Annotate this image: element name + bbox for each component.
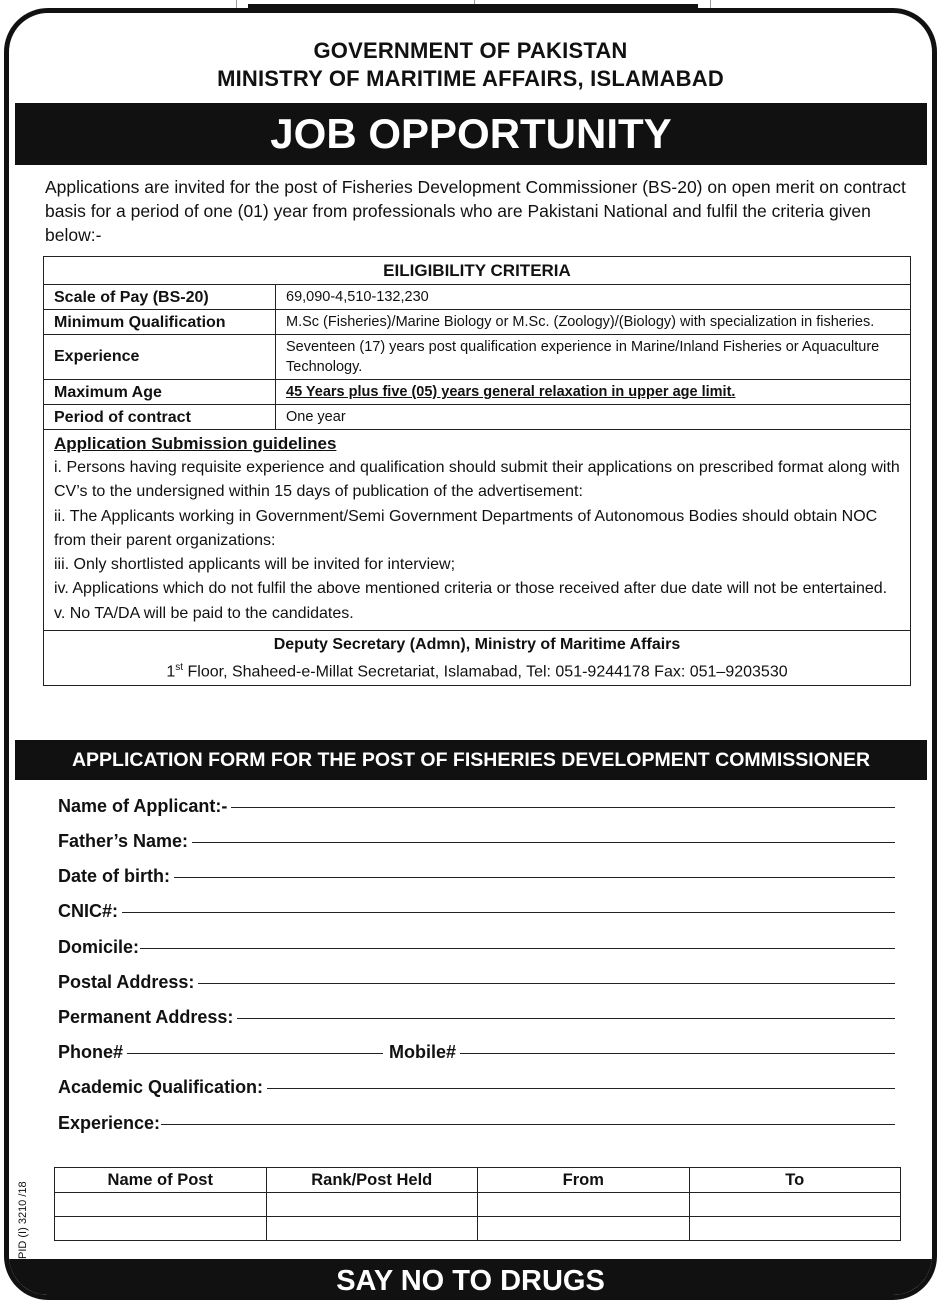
cnic-label: CNIC#: bbox=[58, 901, 119, 921]
contact-address bbox=[44, 656, 910, 683]
say-no-to-drugs-footer: SAY NO TO DRUGS bbox=[9, 1259, 932, 1300]
criteria-label: Experience bbox=[44, 335, 276, 379]
name-label: Name of Applicant:- bbox=[58, 796, 228, 816]
guideline-item: iii. Only shortlisted applicants will be invited for interview; bbox=[54, 556, 456, 574]
application-form-title: APPLICATION FORM FOR THE POST OF FISHERIES DEVELOPMENT COMMISSIONER bbox=[15, 740, 927, 780]
guidelines-title: Application Submission guidelines bbox=[54, 434, 337, 453]
experience-table bbox=[54, 1167, 901, 1241]
mobile-line[interactable] bbox=[460, 1053, 895, 1054]
job-opportunity-banner: JOB OPPORTUNITY bbox=[15, 103, 927, 165]
guideline-item: iv. Applications which do not fulfil the above mentioned criteria or those received after due date will not be entertained. bbox=[54, 580, 888, 598]
cnic-field[interactable] bbox=[58, 896, 895, 922]
criteria-value: M.Sc (Fisheries)/Marine Biology or M.Sc. (Zoology)/(Biology) with specialization in fisheries. bbox=[286, 314, 875, 330]
criteria-row-qualification bbox=[44, 310, 910, 335]
advertisement-frame bbox=[4, 8, 937, 1300]
table-cell[interactable] bbox=[266, 1217, 478, 1241]
header-ministry: MINISTRY OF MARITIME AFFAIRS, ISLAMABAD bbox=[217, 66, 724, 91]
name-field[interactable] bbox=[58, 791, 895, 817]
permanent-address-line[interactable] bbox=[237, 1018, 895, 1019]
contact-block bbox=[44, 631, 910, 685]
top-tick-right bbox=[710, 0, 711, 8]
criteria-row-period bbox=[44, 405, 910, 430]
floor-number: 1 bbox=[166, 663, 176, 681]
submission-guidelines bbox=[44, 430, 910, 631]
header-name-of-post: Name of Post bbox=[55, 1168, 267, 1193]
guideline-item: ii. The Applicants working in Government/Semi Government Departments of Autonomous Bodies should obtain NOC from their parent organizations: bbox=[54, 507, 878, 549]
dob-label: Date of birth: bbox=[58, 866, 170, 886]
domicile-field[interactable] bbox=[58, 932, 895, 958]
father-name-label: Father’s Name: bbox=[58, 831, 189, 851]
criteria-value: Seventeen (17) years post qualification experience in Marine/Inland Fisheries or Aquaculture Technology. bbox=[286, 339, 880, 375]
table-cell[interactable] bbox=[266, 1193, 478, 1217]
address-text: Floor, Shaheed-e-Millat Secretariat, Islamabad, Tel: 051-9244178 Fax: 051–9203530 bbox=[183, 663, 788, 681]
phone-mobile-field[interactable] bbox=[58, 1037, 895, 1063]
header-rank-post-held: Rank/Post Held bbox=[266, 1168, 478, 1193]
criteria-value: 69,090-4,510-132,230 bbox=[286, 289, 429, 305]
table-cell[interactable] bbox=[478, 1193, 690, 1217]
table-cell[interactable] bbox=[689, 1193, 901, 1217]
criteria-row-max-age bbox=[44, 380, 910, 405]
criteria-label: Maximum Age bbox=[44, 380, 276, 404]
criteria-label: Period of contract bbox=[44, 405, 276, 429]
criteria-value: 45 Years plus five (05) years general relaxation in upper age limit. bbox=[286, 384, 736, 400]
permanent-address-label: Permanent Address: bbox=[58, 1007, 234, 1027]
header-to: To bbox=[689, 1168, 901, 1193]
academic-qualification-line[interactable] bbox=[267, 1088, 895, 1089]
table-cell[interactable] bbox=[55, 1193, 267, 1217]
permanent-address-field[interactable] bbox=[58, 1002, 895, 1028]
criteria-row-experience bbox=[44, 335, 910, 380]
criteria-row-scale bbox=[44, 285, 910, 310]
pid-text: PID (I) 3210 /18 bbox=[17, 1181, 29, 1259]
guideline-item: v. No TA/DA will be paid to the candidates. bbox=[54, 604, 354, 622]
phone-label: Phone# bbox=[58, 1042, 124, 1062]
domicile-line[interactable] bbox=[140, 948, 895, 949]
experience-table-row bbox=[55, 1193, 901, 1217]
experience-field[interactable] bbox=[58, 1108, 895, 1134]
criteria-title: EILIGIBILITY CRITERIA bbox=[44, 257, 910, 285]
postal-address-field[interactable] bbox=[58, 967, 895, 993]
header bbox=[9, 37, 932, 93]
phone-line[interactable] bbox=[127, 1053, 383, 1054]
table-cell[interactable] bbox=[689, 1217, 901, 1241]
header-from: From bbox=[478, 1168, 690, 1193]
table-cell[interactable] bbox=[478, 1217, 690, 1241]
header-government: GOVERNMENT OF PAKISTAN bbox=[313, 38, 628, 63]
postal-address-line[interactable] bbox=[198, 983, 895, 984]
intro-paragraph: Applications are invited for the post of Fisheries Development Commissioner (BS-20) on open merit on contract basis for a period of one (01) year from professionals who are Pakistani National and fulfil the criteria given below:- bbox=[45, 177, 906, 245]
table-cell[interactable] bbox=[55, 1217, 267, 1241]
experience-line[interactable] bbox=[161, 1124, 895, 1125]
mobile-label: Mobile# bbox=[389, 1042, 457, 1062]
postal-address-label: Postal Address: bbox=[58, 972, 195, 992]
name-line[interactable] bbox=[231, 807, 895, 808]
cnic-line[interactable] bbox=[122, 912, 895, 913]
experience-label: Experience: bbox=[58, 1113, 161, 1133]
floor-superscript: st bbox=[175, 662, 184, 674]
criteria-value: One year bbox=[286, 409, 346, 425]
guideline-item: i. Persons having requisite experience and qualification should submit their applications on prescribed format along with CV’s to the undersigned within 15 days of publication of the advertisement: bbox=[54, 459, 900, 501]
dob-line[interactable] bbox=[174, 877, 895, 878]
top-tick-left bbox=[236, 0, 237, 8]
academic-qualification-label: Academic Qualification: bbox=[58, 1077, 264, 1097]
academic-qualification-field[interactable] bbox=[58, 1072, 895, 1098]
dob-field[interactable] bbox=[58, 861, 895, 887]
experience-table-row bbox=[55, 1217, 901, 1241]
father-name-line[interactable] bbox=[192, 842, 895, 843]
criteria-label: Scale of Pay (BS-20) bbox=[44, 285, 276, 309]
pid-number bbox=[17, 1163, 31, 1263]
domicile-label: Domicile: bbox=[58, 937, 140, 957]
father-name-field[interactable] bbox=[58, 826, 895, 852]
experience-table-header bbox=[55, 1168, 901, 1193]
eligibility-criteria-table bbox=[43, 256, 911, 686]
criteria-label: Minimum Qualification bbox=[44, 310, 276, 334]
contact-name: Deputy Secretary (Admn), Ministry of Maritime Affairs bbox=[273, 636, 681, 654]
